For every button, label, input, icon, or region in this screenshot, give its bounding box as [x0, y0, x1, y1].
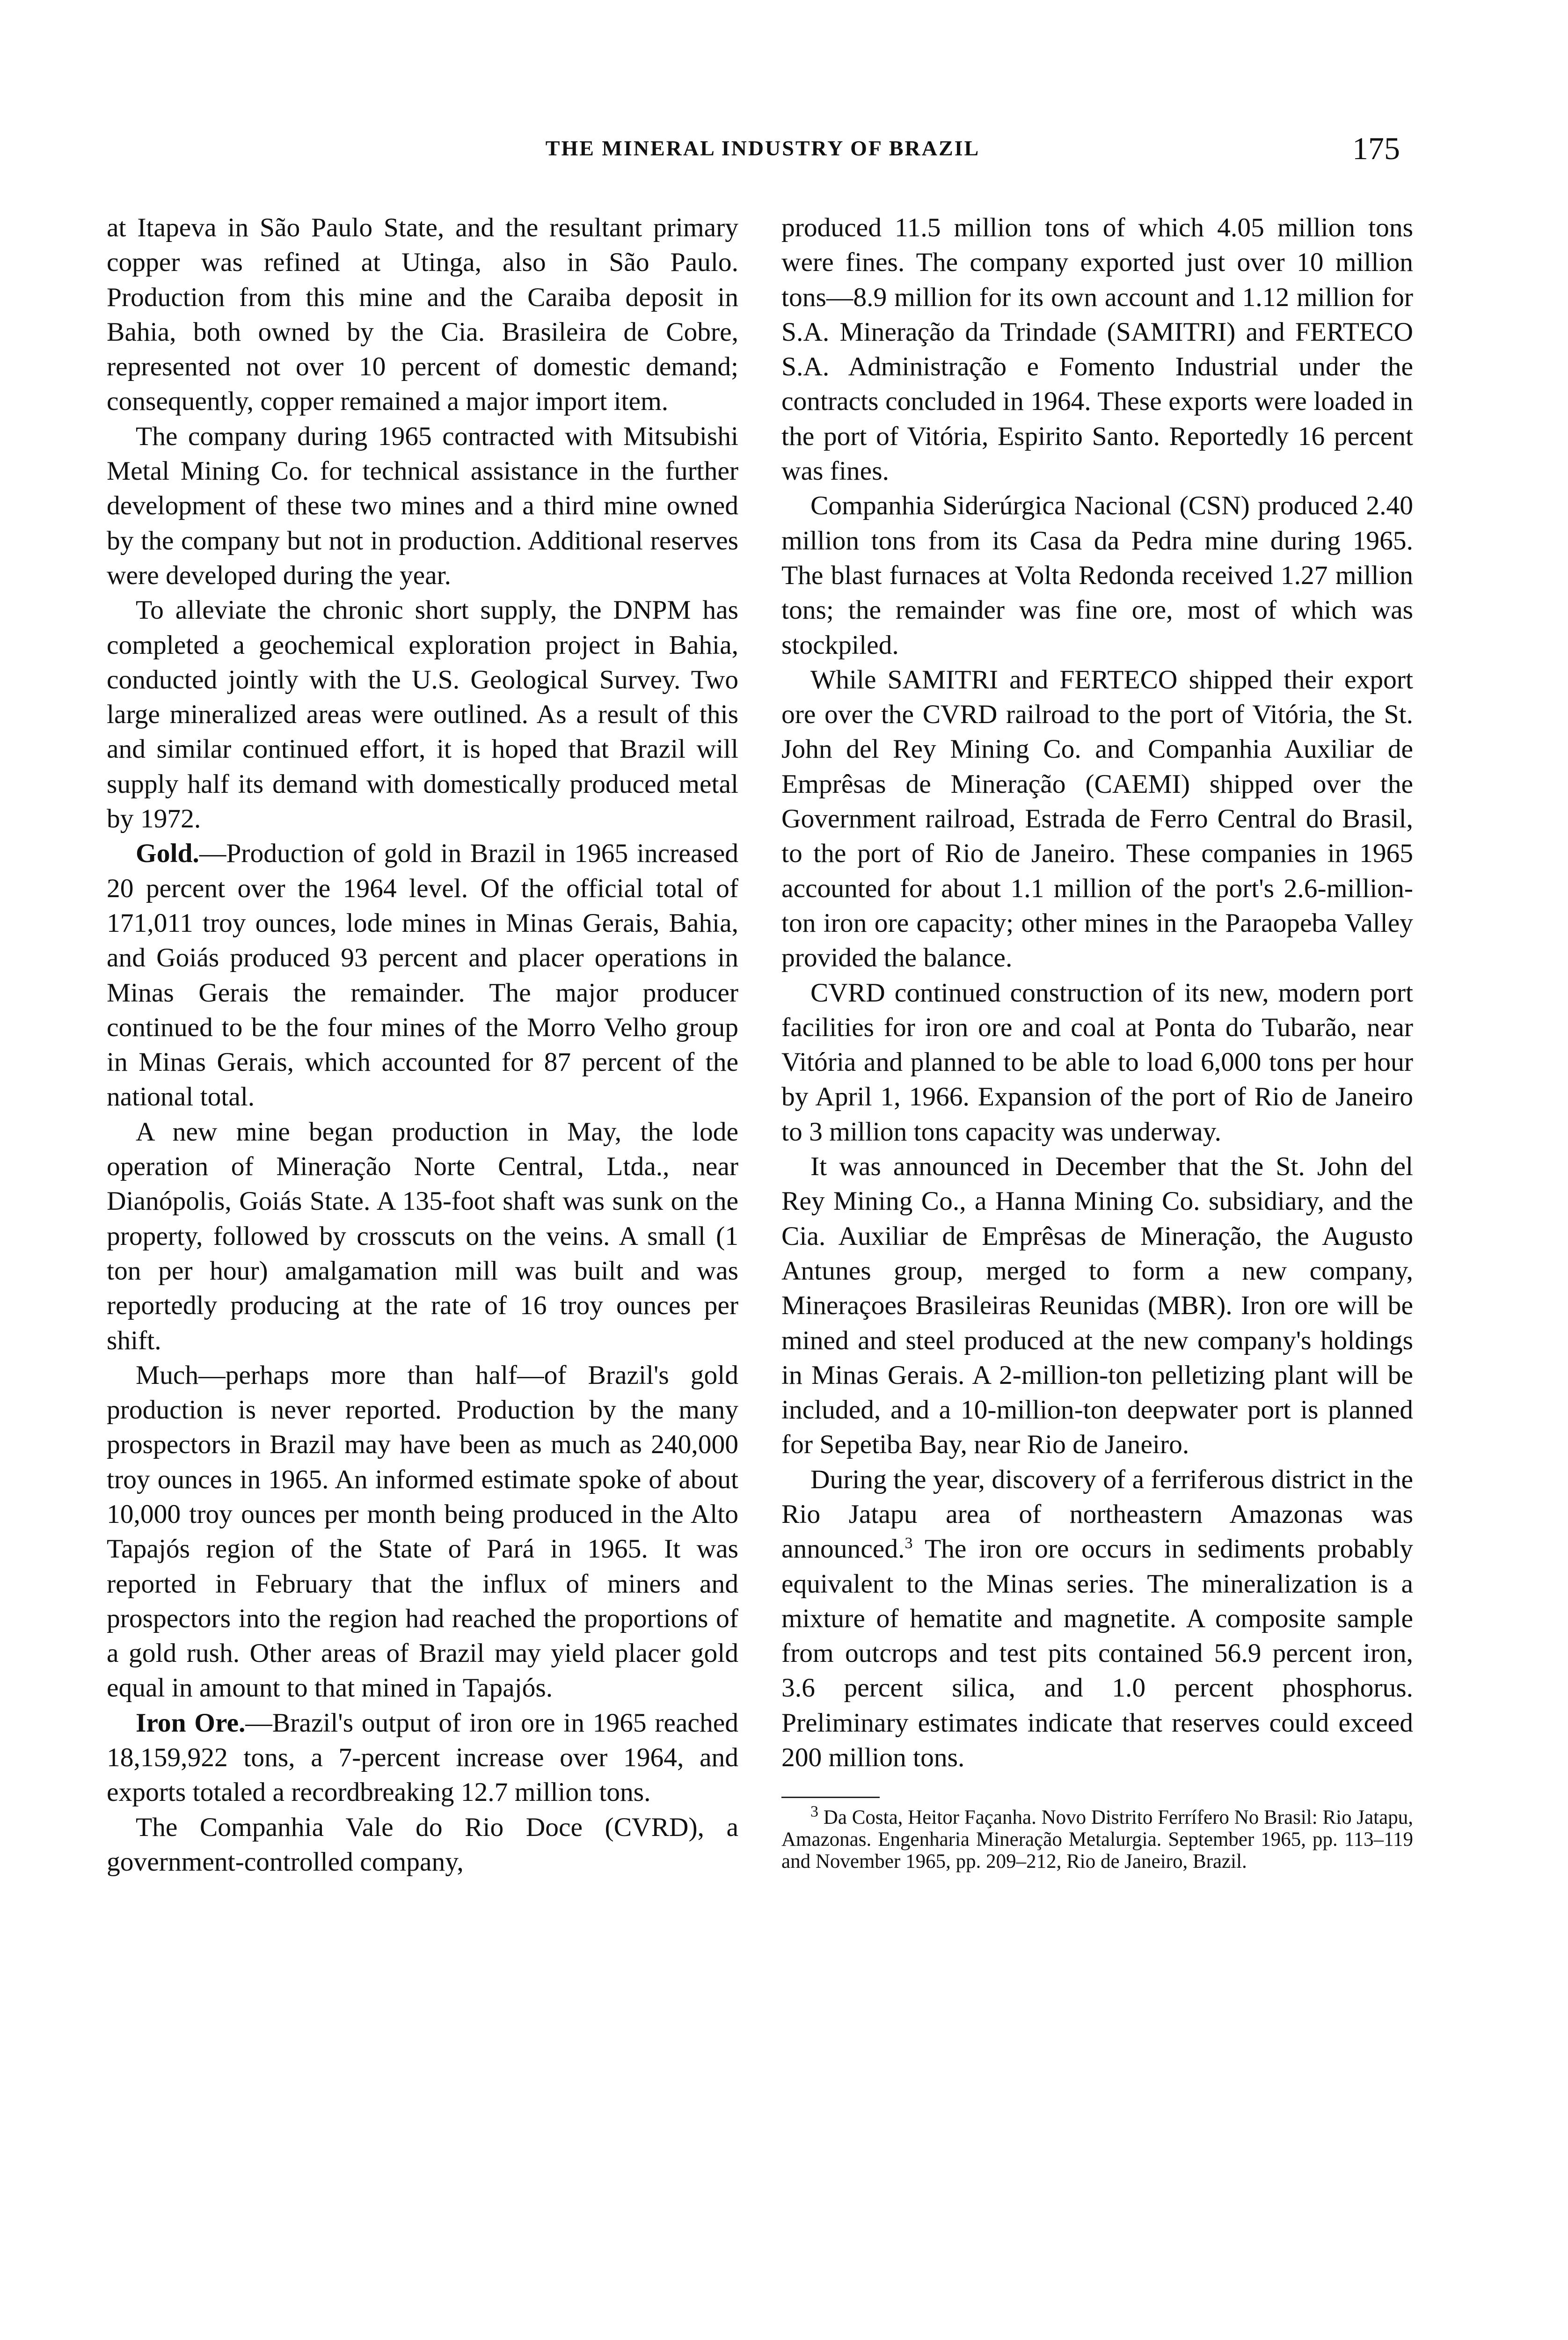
- section-heading-gold: Gold.: [136, 839, 199, 869]
- paragraph-cvrd: The Companhia Vale do Rio Doce (CVRD), a government-controlled company,: [107, 1812, 738, 1877]
- paragraph-gold-text: —Production of gold in Brazil in 1965 increased 20 percent over the 1964 level. Of the official total of 171,011 troy ounces, lode mines in Minas Gerais, Bahia, and Goiás produced 93 percent and placer operations in Minas Gerais the remainder. The major producer continued to be the four mines of the Morro Velho group in Minas Gerais, which accounted for 87 percent of the national total.: [107, 839, 738, 1112]
- footnote-marker: 3: [810, 1803, 818, 1821]
- left-column: [107, 211, 738, 1879]
- paragraph-copper-continued: at Itapeva in São Paulo State, and the resultant primary copper was refined at Utinga, also in São Paulo. Production from this mine and the Caraiba deposit in Bahia, both owned by the Cia. Brasileira de Cobre, represented not over 10 percent of domestic demand; consequently, copper remained a major import item.: [107, 213, 738, 417]
- paragraph-iron-ore-text: —Brazil's output of iron ore in 1965 reached 18,159,922 tons, a 7-percent increase over 1964, and exports totaled a recordbreaking 12.7 million tons.: [107, 1708, 738, 1807]
- paragraph-mbr-merger: It was announced in December that the St. John del Rey Mining Co., a Hanna Mining Co. subsidiary, and the Cia. Auxiliar de Emprêsas de Mineração, the Augusto Antunes group, merged to form a new company, Mineraçoes Brasileiras Reunidas (MBR). Iron ore will be mined and steel produced at the new company's holdings in Minas Gerais. A 2-million-ton pelletizing plant will be included, and a 10-million-ton deepwater port is planned for Sepetiba Bay, near Rio de Janeiro.: [781, 1152, 1413, 1460]
- page-number: 175: [1352, 131, 1400, 166]
- paragraph-jatapu-text-b: The iron ore occurs in sediments probably equivalent to the Minas series. The mineralization is a mixture of hematite and magnetite. A composite sample from outcrops and test pits contained 56.9 percent iron, 3.6 percent silica, and 1.0 percent phosphorus. Preliminary estimates indicate that reserves could exceed 200 million tons.: [781, 1534, 1413, 1773]
- paragraph-jatapu-text-a: During the year, discovery of a ferriferous district in the Rio Jatapu area of northeastern Amazonas was announced.: [781, 1464, 1413, 1564]
- footnote-reference: 3: [904, 1535, 913, 1552]
- paragraph-dnpm-project: To alleviate the chronic short supply, the DNPM has completed a geochemical exploration project in Bahia, conducted jointly with the U.S. Geological Survey. Two large mineralized areas were outlined. As a result of this and similar continued effort, it is hoped that Brazil will supply half its demand with domestically produced metal by 1972.: [107, 595, 738, 834]
- paragraph-csn: Companhia Siderúrgica Nacional (CSN) produced 2.40 million tons from its Casa da Pedra mine during 1965. The blast furnaces at Volta Redonda received 1.27 million tons; the remainder was fine ore, most of which was stockpiled.: [781, 491, 1413, 660]
- footnote: [781, 1803, 1413, 1873]
- paragraph-port-facilities: CVRD continued construction of its new, modern port facilities for iron ore and coal at Ponta do Tubarão, near Vitória and planned to be able to load 6,000 tons per hour by April 1, 1966. Expansion of the port of Rio de Janeiro to 3 million tons capacity was underway.: [781, 978, 1413, 1147]
- right-column: [781, 211, 1413, 1872]
- paragraph-gold: [107, 836, 738, 1114]
- paragraph-unreported-gold: Much—perhaps more than half—of Brazil's gold production is never reported. Production by the many prospectors in Brazil may have been as much as 240,000 troy ounces in 1965. An informed estimate spoke of about 10,000 troy ounces per month being produced in the Alto Tapajós region of the State of Pará in 1965. It was reported in February that the influx of miners and prospectors into the region had reached the proportions of a gold rush. Other areas of Brazil may yield placer gold equal in amount to that mined in Tapajós.: [107, 1360, 738, 1703]
- paragraph-cvrd-continued: produced 11.5 million tons of which 4.05 million tons were fines. The company exported just over 10 million tons—8.9 million for its own account and 1.12 million for S.A. Mineração da Trindade (SAMITRI) and FERTECO S.A. Administração e Fomento Industrial under the contracts concluded in 1964. These exports were loaded in the port of Vitória, Espirito Santo. Reportedly 16 percent was fines.: [781, 213, 1413, 486]
- paragraph-new-gold-mine: A new mine began production in May, the lode operation of Mineração Norte Central, Ltda., near Dianópolis, Goiás State. A 135-foot shaft was sunk on the property, followed by crosscuts on the veins. A small (1 ton per hour) amalgamation mill was built and was reportedly producing at the rate of 16 troy ounces per shift.: [107, 1117, 738, 1355]
- paragraph-mitsubishi-contract: The company during 1965 contracted with Mitsubishi Metal Mining Co. for technical assistance in the further development of these two mines and a third mine owned by the company but not in production. Additional reserves were developed during the year.: [107, 421, 738, 590]
- running-head: THE MINERAL INDUSTRY OF BRAZIL: [545, 136, 980, 160]
- paragraph-iron-ore: [107, 1706, 738, 1810]
- paragraph-samitri-ferteco: While SAMITRI and FERTECO shipped their export ore over the CVRD railroad to the port of Vitória, the St. John del Rey Mining Co. and Companhia Auxiliar de Emprêsas de Mineração (CAEMI) shipped over the Government railroad, Estrada de Ferro Central do Brasil, to the port of Rio de Janeiro. These companies in 1965 accounted for about 1.1 million of the port's 2.6-million-ton iron ore capacity; other mines in the Paraopeba Valley provided the balance.: [781, 665, 1413, 973]
- paragraph-jatapu-discovery: [781, 1462, 1413, 1776]
- section-heading-iron-ore: Iron Ore.: [136, 1708, 246, 1738]
- footnote-text: Da Costa, Heitor Façanha. Novo Distrito Ferrífero No Brasil: Rio Jatapu, Amazonas. Engenharia Mineração Metalurgia. September 1965, pp. 113–119 and November 1965, pp. 209–212, Rio de Janeiro, Brazil.: [781, 1806, 1413, 1873]
- footnote-divider: [781, 1797, 880, 1798]
